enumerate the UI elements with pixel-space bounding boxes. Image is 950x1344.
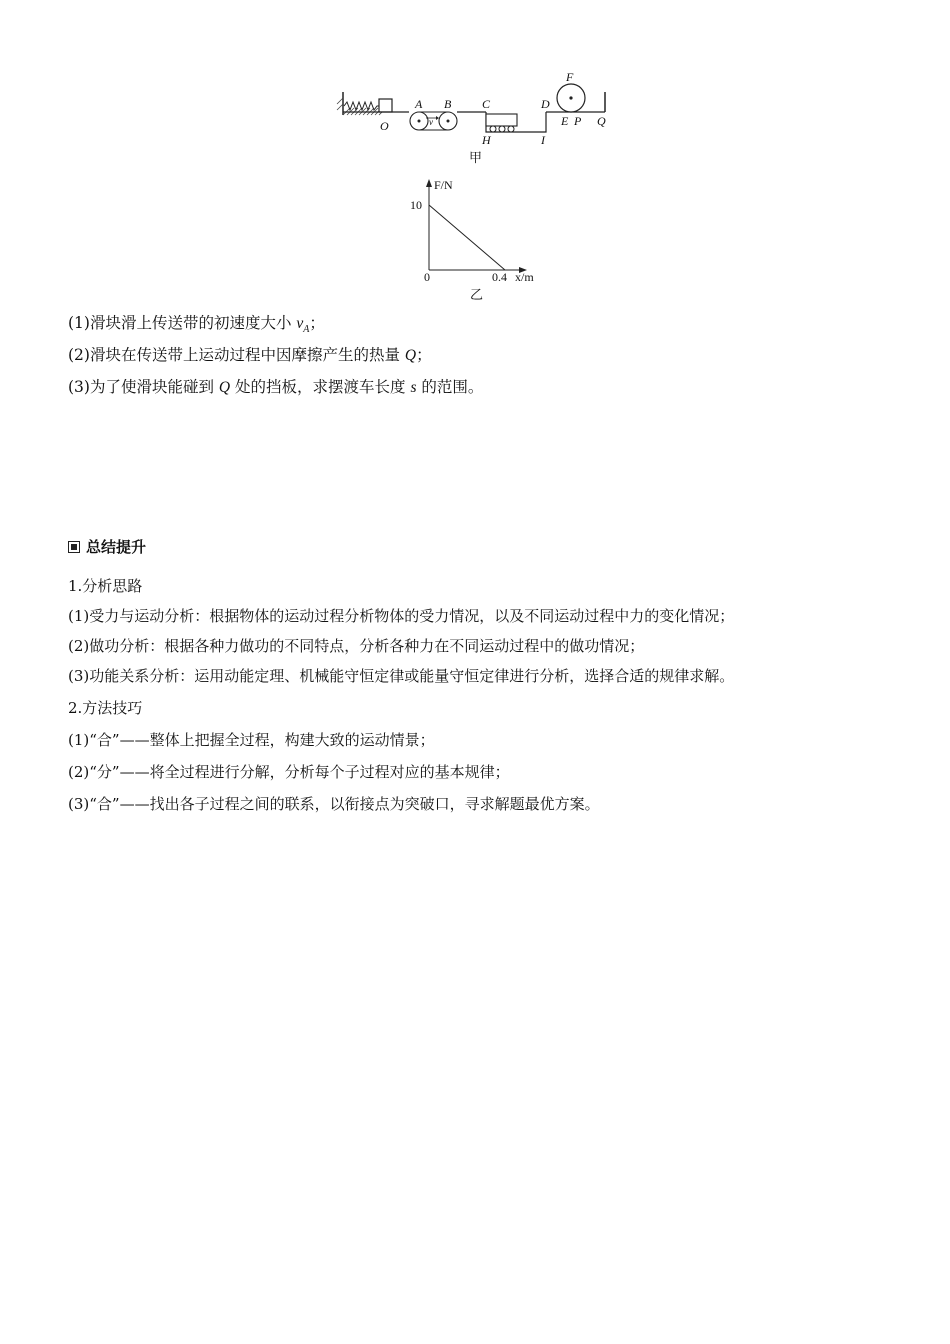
question-3	[68, 377, 483, 398]
series-line	[429, 205, 505, 270]
pulley-b-axle	[447, 120, 450, 123]
cart-wheel	[499, 126, 505, 132]
q1-text: (1)滑块滑上传送带的初速度大小	[68, 314, 297, 332]
label-c: C	[482, 97, 491, 111]
label-a: A	[415, 97, 423, 111]
q1-sub: A	[303, 324, 310, 336]
q3-mid: 处的挡板，求摆渡车长度	[230, 378, 411, 396]
y-axis-label: F/N	[434, 178, 453, 192]
q3-end: 的范围。	[416, 378, 484, 396]
x-axis-label: x/m	[515, 270, 534, 284]
q1-end: ；	[309, 314, 325, 332]
loop-center	[569, 96, 572, 99]
square-bullet-icon	[68, 541, 80, 553]
label-o: O	[380, 119, 389, 133]
y-tick-label: 10	[410, 198, 422, 212]
figure-jia	[335, 68, 620, 168]
ferry-cart	[486, 114, 517, 126]
summary-line: (2)做功分析：根据各种力做功的不同特点，分析各种力在不同运动过程中的做功情况；	[68, 637, 645, 655]
summary-heading	[68, 536, 146, 557]
spring	[344, 102, 379, 110]
q2-var: Q	[404, 347, 417, 364]
label-f: F	[566, 70, 574, 84]
summary-line: (2)“分”——将全过程进行分解，分析每个子过程对应的基本规律；	[68, 763, 510, 781]
summary-line: (3)“合”——找出各子过程之间的联系，以衔接点为突破口，寻求解题最优方案。	[68, 795, 600, 813]
summary-line: (3)功能关系分析：运用动能定理、机械能守恒定律或能量守恒定律进行分析，选择合适的规律求解。	[68, 667, 735, 685]
origin-label: 0	[424, 270, 430, 284]
label-b: B	[444, 97, 452, 111]
figure-yi-chart	[400, 175, 550, 305]
cart-wheel	[508, 126, 514, 132]
summary-line: (1)受力与运动分析：根据物体的运动过程分析物体的受力情况，以及不同运动过程中力的变化情况；	[68, 607, 735, 625]
question-1	[68, 313, 325, 340]
label-h: H	[482, 133, 491, 147]
summary-line: 2.方法技巧	[68, 699, 143, 717]
q3-var1: Q	[218, 379, 231, 396]
x-tick-label: 0.4	[492, 270, 507, 284]
caption-jia: 甲	[469, 150, 483, 165]
y-axis-arrow	[426, 179, 432, 187]
label-q: Q	[597, 114, 606, 128]
q3-text: (3)为了使滑块能碰到	[68, 378, 219, 396]
label-p: P	[574, 114, 582, 128]
question-2	[68, 345, 432, 366]
slider-block	[379, 99, 392, 112]
label-i: I	[541, 133, 545, 147]
cart-wheel	[490, 126, 496, 132]
caption-yi: 乙	[470, 287, 484, 302]
pulley-a-axle	[418, 120, 421, 123]
label-v: v	[429, 117, 433, 127]
q2-text: (2)滑块在传送带上运动过程中因摩擦产生的热量	[68, 346, 405, 364]
conveyor-belt	[410, 112, 457, 130]
q1-var: v	[296, 315, 304, 332]
velocity-arrow-head	[436, 116, 439, 120]
label-e: E	[561, 114, 569, 128]
summary-line: (1)“合”——整体上把握全过程，构建大致的运动情景；	[68, 731, 435, 749]
summary-line: 1.分析思路	[68, 577, 143, 595]
summary-title: 总结提升	[86, 538, 147, 556]
q2-end: ；	[416, 346, 432, 364]
label-d: D	[541, 97, 550, 111]
q3-var2: s	[410, 379, 417, 396]
